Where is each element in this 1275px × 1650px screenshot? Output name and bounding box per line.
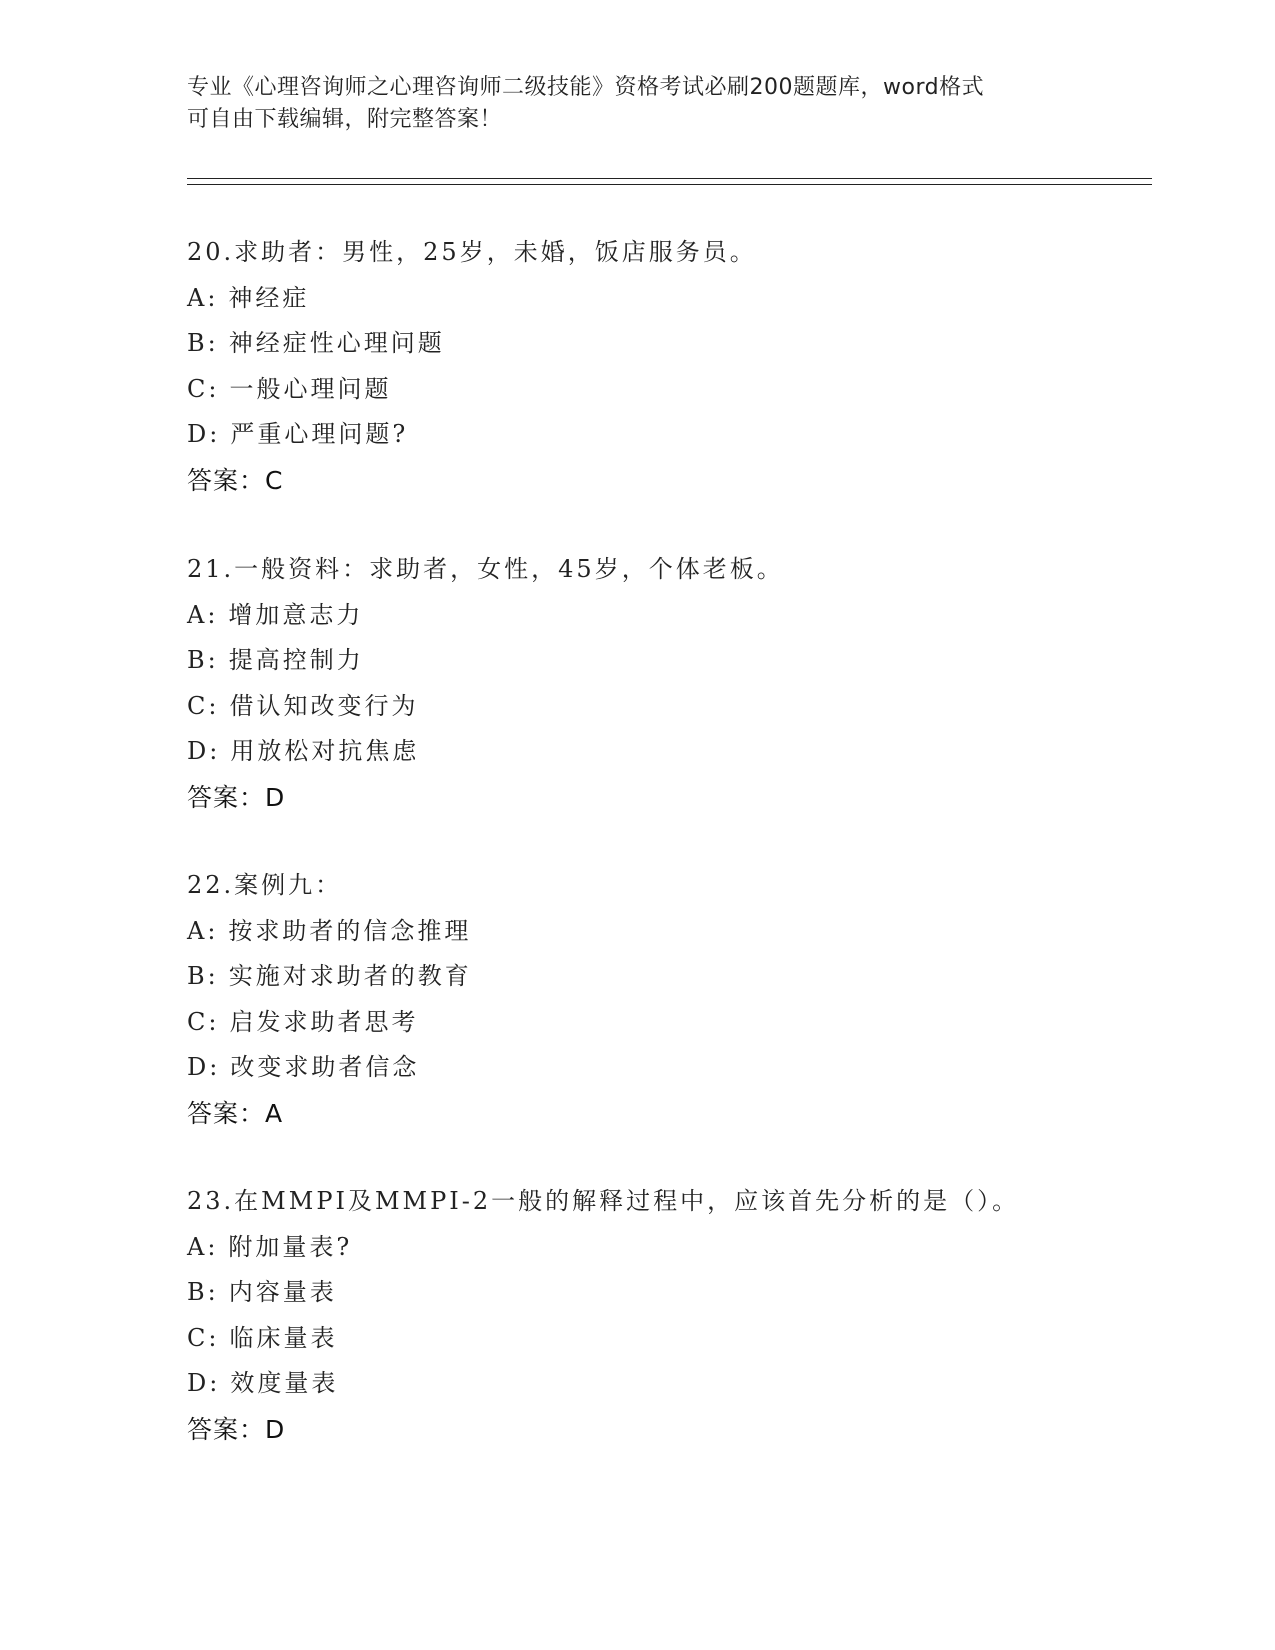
answer-line: 答案：C <box>187 465 284 495</box>
option-text: 提高控制力 <box>228 646 364 674</box>
question-block <box>187 1179 1147 1452</box>
option-b <box>187 638 1147 684</box>
option-text: 增加意志力 <box>228 600 364 629</box>
option-c <box>187 684 1147 730</box>
question-block <box>187 230 1147 503</box>
option-letter: C: <box>187 1007 220 1036</box>
option-letter: A: <box>187 600 219 629</box>
option-letter: A: <box>187 1232 219 1261</box>
option-text: 改变求助者信念 <box>230 1053 420 1081</box>
option-text: 神经症 <box>228 283 310 312</box>
option-text: 临床量表 <box>229 1323 338 1352</box>
option-letter: B: <box>187 329 219 357</box>
option-letter: D: <box>187 420 221 448</box>
option-letter: A: <box>187 916 219 945</box>
option-text: 一般心理问题 <box>229 374 392 403</box>
option-a <box>187 1225 1147 1271</box>
option-a <box>187 593 1147 639</box>
option-text: 启发求助者思考 <box>229 1007 419 1036</box>
option-text: 附加量表? <box>228 1232 353 1261</box>
option-a <box>187 909 1147 955</box>
document-header <box>187 72 1087 136</box>
header-line-2: 可自由下载编辑，附完整答案！ <box>187 107 503 132</box>
option-text: 按求助者的信念推理 <box>228 916 472 945</box>
option-letter: C: <box>187 1323 220 1352</box>
option-d <box>187 1045 1147 1091</box>
option-text: 用放松对抗焦虑 <box>230 737 420 765</box>
question-stem: 22.案例九： <box>187 871 343 899</box>
option-text: 严重心理问题? <box>230 420 409 448</box>
option-letter: D: <box>187 737 221 765</box>
question-stem: 21.一般资料：求助者，女性，45岁，个体老板。 <box>187 555 784 583</box>
option-letter: D: <box>187 1053 221 1081</box>
question-stem: 20.求助者：男性，25岁，未婚，饭店服务员。 <box>187 238 757 266</box>
option-d <box>187 729 1147 775</box>
answer-line: 答案：A <box>187 1098 284 1128</box>
option-letter: D: <box>187 1369 221 1397</box>
option-c <box>187 1000 1147 1046</box>
option-text: 实施对求助者的教育 <box>228 962 472 990</box>
header-divider-bottom <box>187 184 1152 185</box>
option-letter: C: <box>187 691 220 720</box>
option-b <box>187 321 1147 367</box>
answer-line: 答案：D <box>187 1414 286 1444</box>
answer-line: 答案：D <box>187 782 286 812</box>
option-letter: B: <box>187 1278 219 1306</box>
option-text: 内容量表 <box>228 1278 337 1306</box>
option-c <box>187 367 1147 413</box>
option-text: 借认知改变行为 <box>229 691 419 720</box>
option-letter: B: <box>187 962 219 990</box>
question-block <box>187 863 1147 1136</box>
option-text: 效度量表 <box>230 1369 339 1397</box>
option-letter: A: <box>187 283 219 312</box>
question-block <box>187 547 1147 820</box>
option-text: 神经症性心理问题 <box>228 329 445 357</box>
option-letter: C: <box>187 374 220 403</box>
header-line-1: 专业《心理咨询师之心理咨询师二级技能》资格考试必刷200题题库，word格式 <box>187 75 985 100</box>
option-letter: B: <box>187 646 219 674</box>
option-d <box>187 1361 1147 1407</box>
header-divider-top <box>187 178 1152 179</box>
option-c <box>187 1316 1147 1362</box>
option-d <box>187 412 1147 458</box>
option-a <box>187 276 1147 322</box>
option-b <box>187 954 1147 1000</box>
question-stem: 23.在MMPI及MMPI-2一般的解释过程中，应该首先分析的是（）。 <box>187 1187 1020 1215</box>
option-b <box>187 1270 1147 1316</box>
